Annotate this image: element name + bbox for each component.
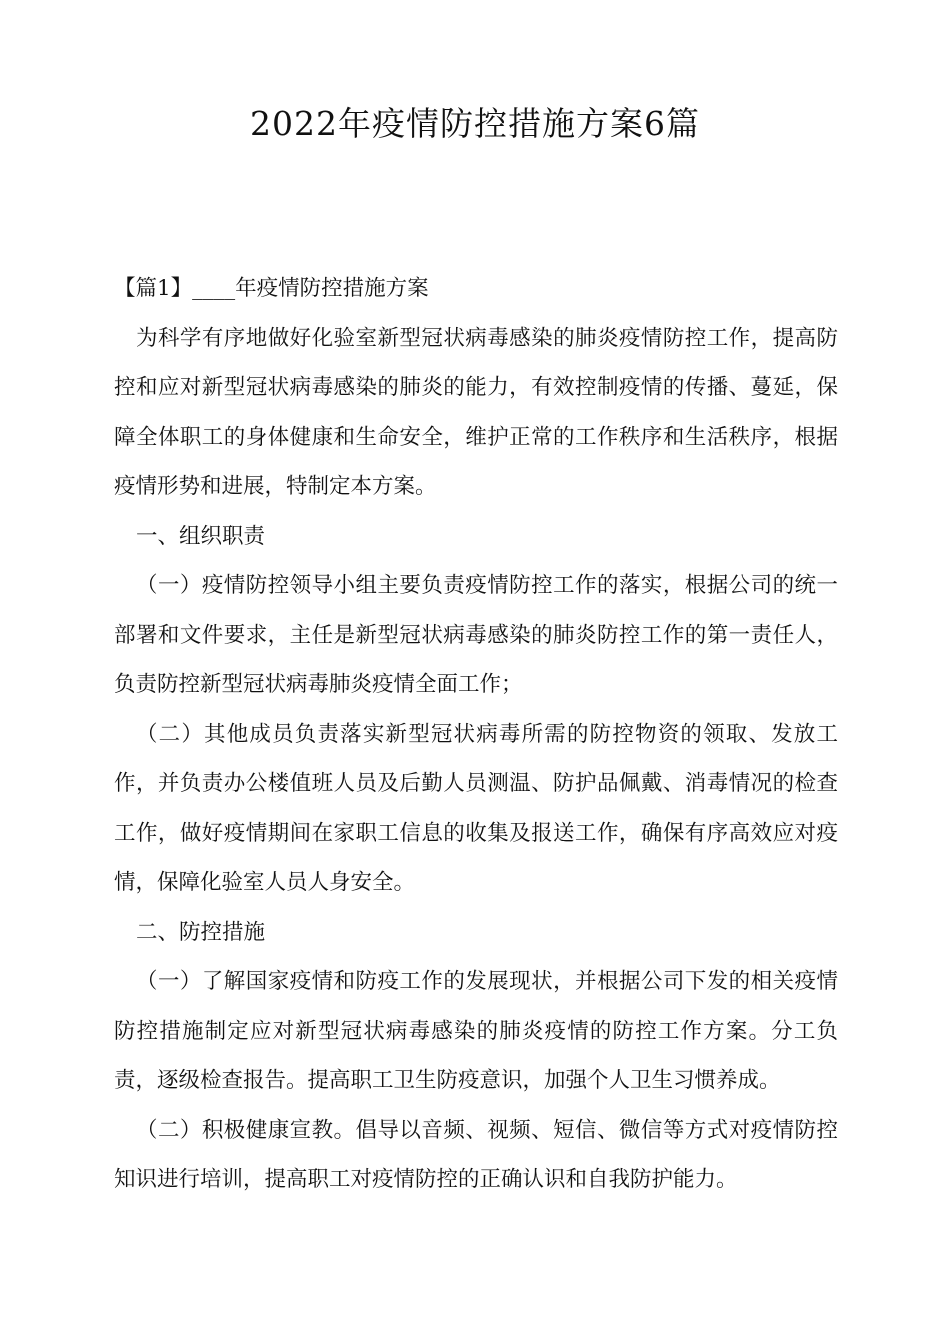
- duty-paragraph-1: （一）疫情防控领导小组主要负责疫情防控工作的落实，根据公司的统一部署和文件要求，主任是新型冠状病毒感染的肺炎防控工作的第一责任人，负责防控新型冠状病毒肺炎疫情全面工作；: [114, 573, 838, 697]
- section-label: 【篇1】____年疫情防控措施方案: [114, 276, 429, 301]
- heading-prevention-measures: 二、防控措施: [136, 919, 266, 945]
- heading-organization-duties: 一、组织职责: [136, 523, 266, 549]
- measure-paragraph-2: （二）积极健康宣教。倡导以音频、视频、短信、微信等方式对疫情防控知识进行培训，提高职工对疫情防控的正确认识和自我防护能力。: [114, 1117, 838, 1192]
- document-body: [114, 264, 838, 1205]
- measure-paragraph-1: （一）了解国家疫情和防疫工作的发展现状，并根据公司下发的相关疫情防控措施制定应对新型冠状病毒感染的肺炎疫情的防控工作方案。分工负责，逐级检查报告。提高职工卫生防疫意识，加强个人卫生习惯养成。: [114, 969, 838, 1093]
- intro-paragraph: 为科学有序地做好化验室新型冠状病毒感染的肺炎疫情防控工作，提高防控和应对新型冠状病毒感染的肺炎的能力，有效控制疫情的传播、蔓延，保障全体职工的身体健康和生命安全，维护正常的工作秩序和生活秩序，根据疫情形势和进展，特制定本方案。: [114, 325, 838, 499]
- document-title: 2022年疫情防控措施方案6篇: [250, 104, 700, 143]
- duty-paragraph-2: （二）其他成员负责落实新型冠状病毒所需的防控物资的领取、发放工作，并负责办公楼值班人员及后勤人员测温、防护品佩戴、消毒情况的检查工作，做好疫情期间在家职工信息的收集及报送工作，确保有序高效应对疫情，保障化验室人员人身安全。: [114, 721, 838, 895]
